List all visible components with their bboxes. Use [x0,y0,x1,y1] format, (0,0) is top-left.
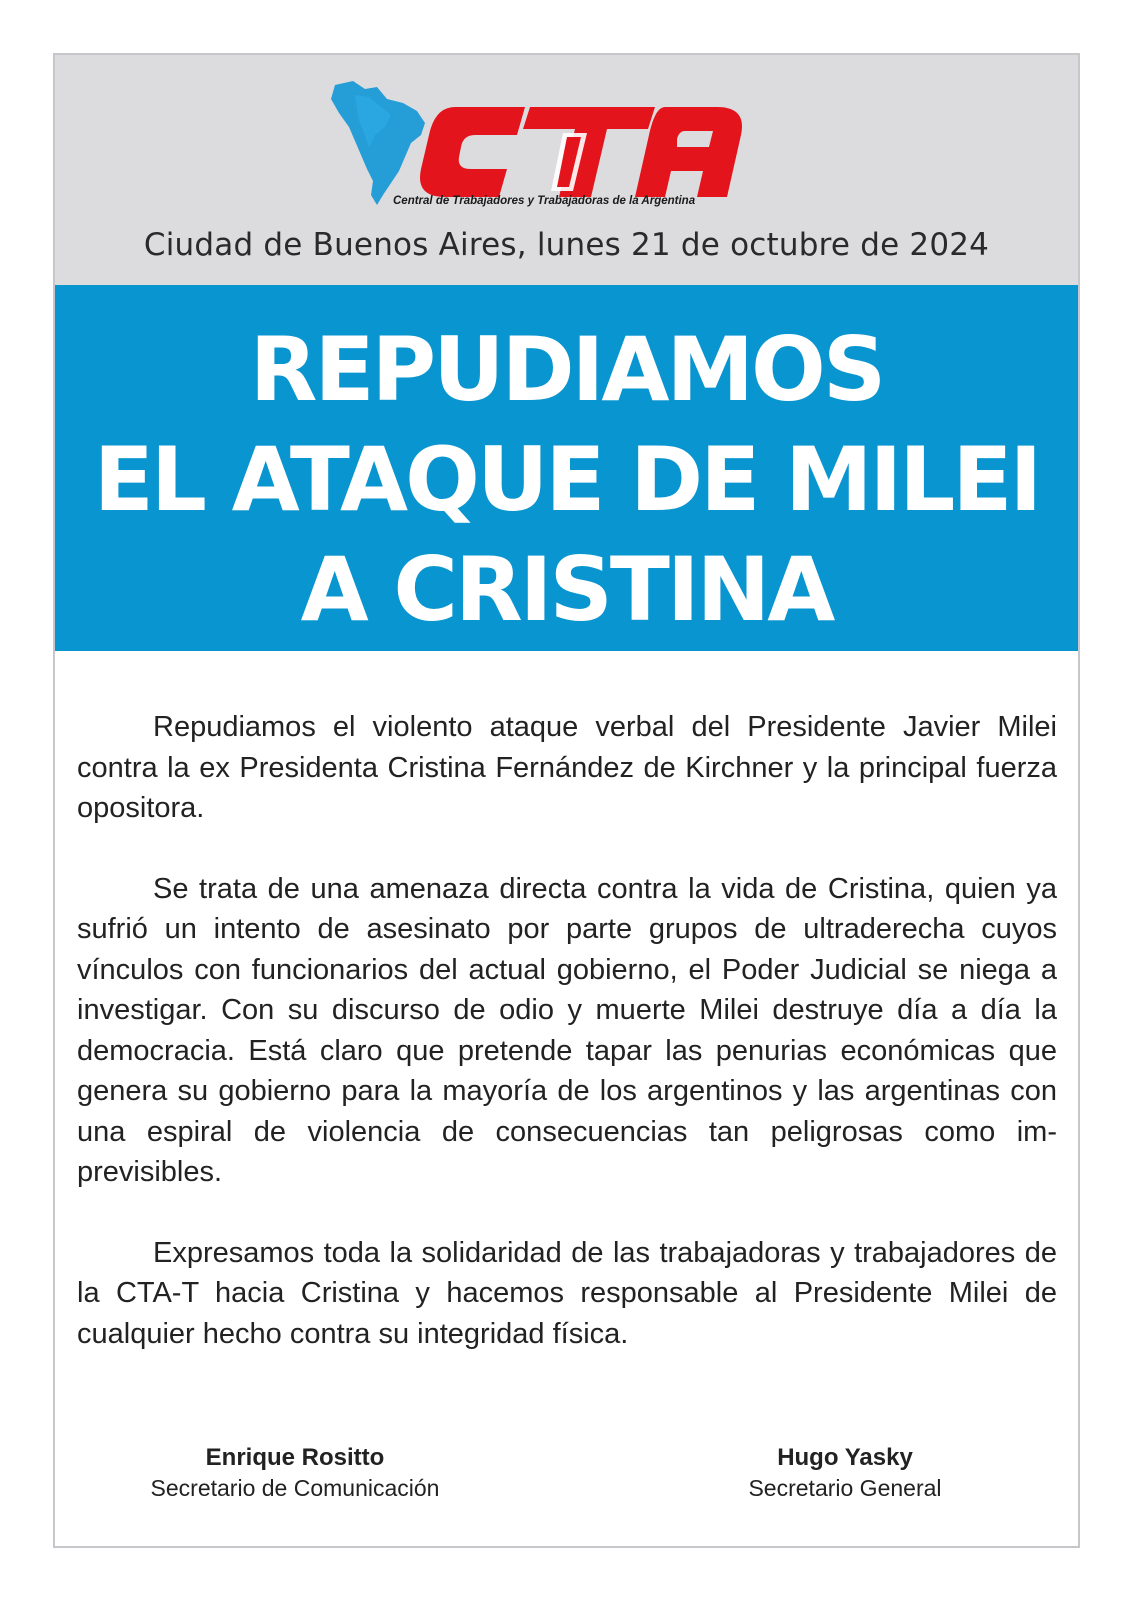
signatory-role: Secretario General [748,1475,942,1501]
signatory-name: Enrique Rositto [205,1444,385,1471]
headline-line-1: REPUDIAMOS [249,318,884,421]
logo-subtitle: Central de Trabajadores y Trabajadoras de la Argentina [393,195,696,207]
signature-right [685,1443,1005,1503]
paragraph-1: Repudiamos el violento ataque verbal del Presidente Javier Milei contra la ex Presidenta Cristina Fernández de Kirchner y la principal fuerza opositora. [77,711,1057,824]
headline-line-2: EL ATAQUE DE MILEI [93,428,1040,531]
headline-line-3: A CRISTINA [300,538,833,641]
signature-left [135,1443,455,1503]
headline [55,315,1078,645]
paragraph-2: Se trata de una amenaza directa contra la vida de Cristina, quien ya sufrió un intento de asesinato por parte grupos de ultraderecha cuyos vínculos con funcionarios del actual gobierno, el Poder Judicial se niega a investigar. Con su discurso de odio y muerte Milei destruye día a día la democracia. Está claro que pretende tapar las penurias económicas que genera su gobierno para la mayoría de los argentinos y las argentinas con una espiral de violencia de consecuencias tan peligrosas como imprevisibles. [77,872,1057,1188]
paragraph-3: Expresamos toda la solidaridad de las trabajadoras y trabajadores de la CTA-T hacia Cristina y hacemos responsable al Presidente Milei de cualquier hecho contra su integridad física. [77,1236,1057,1350]
document-frame [53,53,1080,1548]
header [55,55,1078,285]
signatory-role: Secretario de Comunicación [150,1475,440,1501]
signatory-name: Hugo Yasky [777,1444,913,1471]
headline-banner [55,285,1078,651]
south-america-map-icon [331,81,425,205]
date-line: Ciudad de Buenos Aires, lunes 21 de octubre de 2024 [143,227,990,263]
statement-body [77,707,1057,1394]
